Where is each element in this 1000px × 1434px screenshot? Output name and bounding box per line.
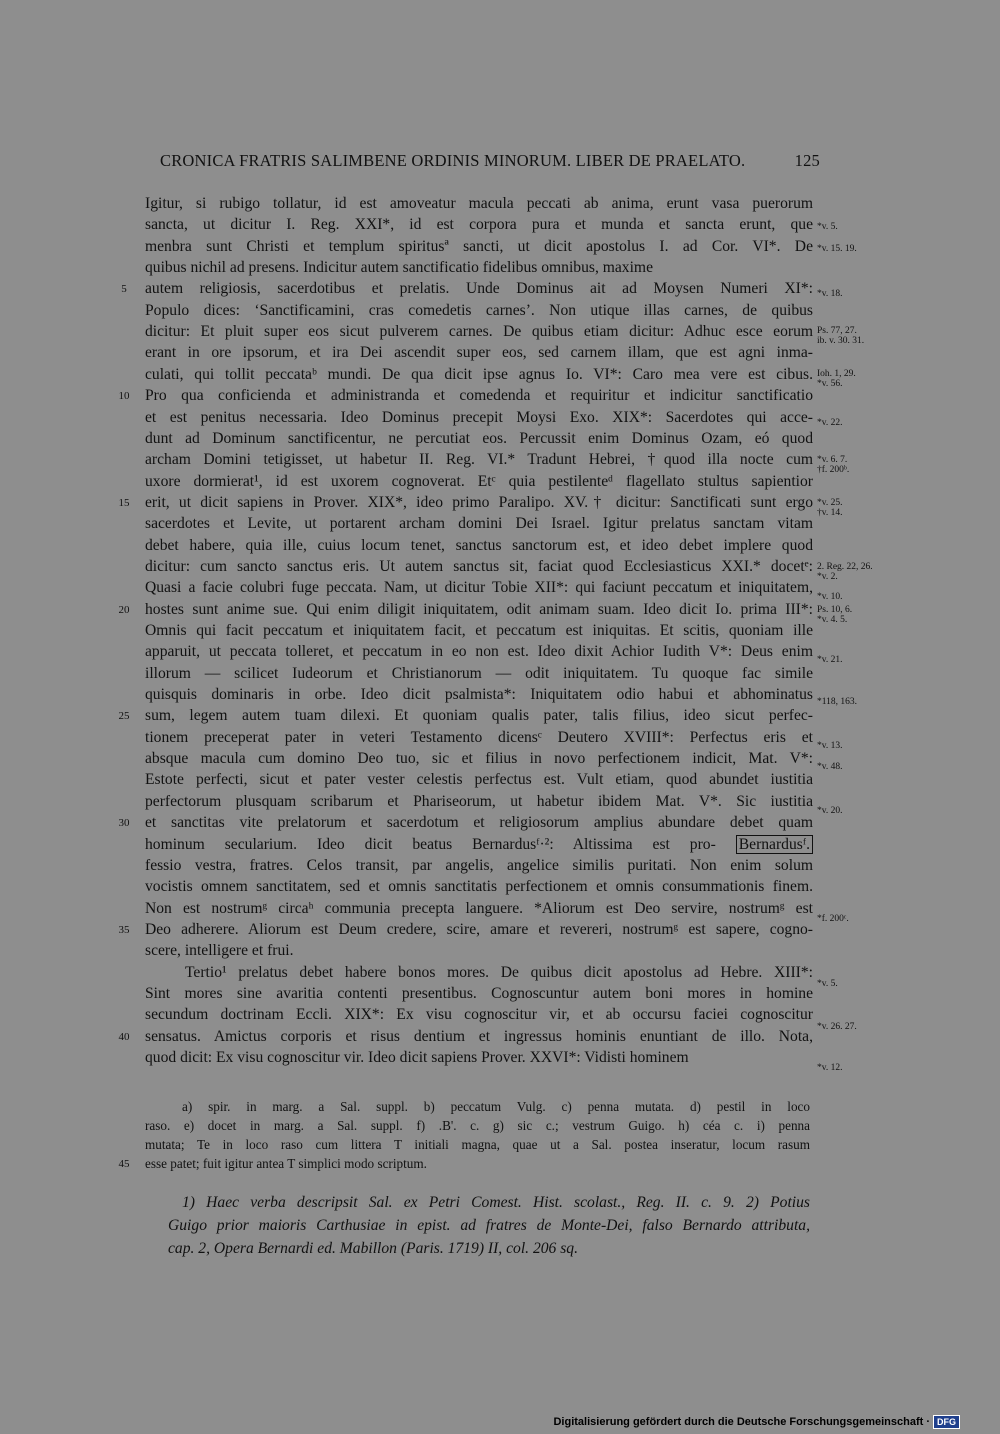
margin-reference: *v. 22. <box>817 418 843 428</box>
line-number: 25 <box>118 710 130 723</box>
text-line: tionem preceperat pater in veteri Testamento dicensᶜ Deutero XVIII*: Perfectus eris et <box>145 728 813 746</box>
margin-reference: Ioh. 1, 29. <box>817 369 856 379</box>
margin-reference: ib. v. 30. 31. <box>817 336 865 346</box>
text-line: et sanctitas vite prelatorum et sacerdotum et religiosorum amplius abundare debet quam <box>145 814 813 832</box>
margin-reference: *v. 12. <box>817 1063 843 1073</box>
apparatus-line: mutata; Te in loco raso cum littera T initiali magna, quae ut a Sal. postea inseratur, locum rasum <box>145 1137 810 1152</box>
line-number: 35 <box>118 923 130 936</box>
text-line: vocistis omnem sanctitatem, sed et omnis sanctitatis perfectionem et omnis consummationis finem. <box>145 878 813 896</box>
margin-reference: *v. 56. <box>817 379 843 389</box>
margin-reference: *v. 26. 27. <box>817 1022 857 1032</box>
text-line: dicitur: cum sancto sanctus eris. Ut autem sanctus sit, faciat quod Ecclesiasticus XXI.* docetᵉ: <box>145 557 813 575</box>
text-line: quisquis dominaris in orbe. Ideo dicit psalmista*: Iniquitatem odio habui et abhominatus <box>145 686 813 704</box>
apparatus-line: a) spir. in marg. a Sal. suppl. b) peccatum Vulg. c) penna mutata. d) pestil in loco <box>182 1099 810 1114</box>
text-line: quod dicit: Ex visu cognoscitur vir. Ideo dicit sapiens Prover. XXVI*: Vidisti hominem <box>145 1049 689 1066</box>
text-line: Omnis qui facit peccatum et iniquitatem facit, et peccatum est iniquitas. Et scitis, quoniam ille <box>145 622 813 639</box>
line-number: 20 <box>118 603 130 616</box>
text-line: Populo dices: ‘Sanctificamini, cras comedetis carnes’. Non utique illas carnes, de quibus <box>145 301 813 319</box>
text-line: Sint mores sine avaritia contenti presentibus. Cognoscuntur autem boni mores in homine <box>145 984 813 1002</box>
margin-reference: *v. 5. <box>817 979 838 989</box>
text-line: quibus nichil ad presens. Indicitur autem sanctificatio fidelibus omnibus, maxime <box>145 259 653 277</box>
line-number: 30 <box>118 817 130 830</box>
margin-reference: Ps. 10, 6. <box>817 605 853 615</box>
apparatus-line-number: 45 <box>118 1158 130 1170</box>
margin-reference: *v. 20. <box>817 806 843 816</box>
text-line <box>145 835 813 855</box>
text-line: Estote perfecti, sicut et pater vester celestis perfectus est. Vult etiam, quod abundet iustitia <box>145 771 813 789</box>
running-title: CRONICA FRATRIS SALIMBENE ORDINIS MINORUM. LIBER DE PRAELATO. <box>160 151 746 170</box>
margin-reference: *v. 25. <box>817 498 843 508</box>
margin-reference: †v. 14. <box>817 508 843 518</box>
margin-reference: Ps. 77, 27. <box>817 326 857 336</box>
text-line: fessio vestra, fratres. Celos transit, par angelis, angelice similis puritati. Non enim solum <box>145 856 813 874</box>
margin-reference: *v. 15. 19. <box>817 244 857 254</box>
text-line: sensatus. Amictus corporis et risus dentium et ingressus hominis enuntiant de illo. Nota, <box>145 1027 813 1045</box>
line-number: 10 <box>118 390 130 403</box>
text-line: Tertio¹ prelatus debet habere bonos mores. De quibus dicit apostolus ad Hebre. XIII*: <box>185 963 813 981</box>
line-number: 15 <box>118 496 130 509</box>
text-line: sacerdotes et Levite, ut portarent archam domini Dei Israel. Igitur prelatus sanctam vitam <box>145 515 813 533</box>
text-line: scere, intelligere et frui. <box>145 942 294 960</box>
dfg-logo: DFG <box>933 1415 960 1429</box>
text-line: sum, legem autem tuam dilexi. Et quoniam qualis pater, talis filius, ideo sicut perfec- <box>145 707 813 725</box>
line-number: 5 <box>121 283 127 296</box>
margin-reference: 2. Reg. 22, 26. <box>817 562 873 572</box>
margin-reference: *v. 48. <box>817 762 843 772</box>
text-line: culati, qui tollit peccataᵇ mundi. De qua dicit ipse agnus Io. VI*: Caro mea vere est cibus. <box>145 365 813 383</box>
text-line: secundum doctrinam Eccli. XIX*: Ex visu cognoscitur vir, et ab occursu faciei cognoscitur <box>145 1006 813 1024</box>
text-line: Pro qua conficienda et administranda et comedenda et requiritur et indicitur sanctificatio <box>145 387 813 405</box>
running-header <box>160 151 820 171</box>
text-line: erant in ore ipsorum, et ira Dei ascendit super eos, sed carnem illam, que est agni inma- <box>145 344 813 362</box>
line-number: 40 <box>118 1030 130 1043</box>
text-line: Igitur, si rubigo tollatur, id est amoveatur macula peccati ab anima, erunt vasa puerorum <box>145 195 813 212</box>
page-number: 125 <box>794 151 820 170</box>
apparatus-line: raso. e) docet in marg. a Sal. suppl. f) .B'. c. g) sic c.; vestrum Guigo. h) céa c. i) penna <box>145 1118 810 1133</box>
text-line: erit, ut dicit sapiens in Prover. XIX*, ideo primo Paralipo. XV.† dicitur: Sanctificati sunt ergo <box>145 493 813 511</box>
margin-reference: *v. 10. <box>817 592 843 602</box>
margin-reference: *v. 21. <box>817 655 843 665</box>
text-line: uxore dormierat¹, id est uxorem cognoverat. Etᶜ quia pestilenteᵈ flagellato stultus sapientior <box>145 472 813 490</box>
margin-reference: *v. 4. 5. <box>817 615 848 625</box>
margin-reference: *v. 13. <box>817 741 843 751</box>
text-line: archam Domini tetigisset, ut habetur II. Reg. VI.* Tradunt Hebrei, †quod illa nocte cum <box>145 451 813 469</box>
apparatus-line: esse patet; fuit igitur antea T simplici modo scriptum. <box>145 1156 427 1171</box>
text-line: Quasi a facie colubri fuge peccata. Nam, ut dicitur Tobie XII*: qui faciunt peccatum et iniquitatem, <box>145 579 813 597</box>
boxed-word: Bernardusᶠ. <box>736 835 813 854</box>
margin-reference: *118, 163. <box>817 697 858 707</box>
dfg-credit <box>553 1415 960 1429</box>
footnote-line: Guigo prior maioris Carthusiae in epist. ad fratres de Monte-Dei, falso Bernardo attributa, <box>168 1217 810 1234</box>
margin-reference: *v. 5. <box>817 222 838 232</box>
margin-reference: *v. 6. 7. <box>817 455 848 465</box>
footnote-line: 1) Haec verba descripsit Sal. ex Petri Comest. Hist. scolast., Reg. II. c. 9. 2) Potius <box>182 1194 810 1211</box>
text-line: debet habere, quia ille, cuius locum tenet, sanctus sanctorum est, et ideo debet implere quod <box>145 536 813 554</box>
margin-reference: *f. 200ᶜ. <box>817 914 849 924</box>
text-line: menbra sunt Christi et templum spiritusª sancti, ut dicit apostolus I. ad Cor. VI*. De <box>145 237 813 255</box>
text-line: et est penitus necessaria. Ideo Dominus precepit Moysi Exo. XIX*: Sacerdotes qui acce- <box>145 408 813 426</box>
text-line: absque macula cum domino Deo tuo, sic et filius in novo perfectionem indicit, Mat. V*: <box>145 750 813 768</box>
text-line: apparuit, ut peccata tolleret, et peccatum in eo non est. Ideo dixit Achior Iudith V*: Deus enim <box>145 643 813 661</box>
text-line: perfectorum plusquam scribarum et Phariseorum, ut habetur ibidem Mat. V*. Sic iustitia <box>145 792 813 810</box>
text-line: autem religiosis, sacerdotibus et prelatis. Unde Dominus ait ad Moysen Numeri XI*: <box>145 280 813 298</box>
credit-text: Digitalisierung gefördert durch die Deutsche Forschungsgemeinschaft · <box>553 1416 930 1428</box>
text-line: illorum — scilicet Iudeorum et Christianorum — odit iniquitatem. Tu quoque fac simile <box>145 664 813 682</box>
text-line: dunt ad Dominum sanctificentur, ne percutiat eos. Percussit enim Dominus Ozam, eó quod <box>145 429 813 447</box>
text-line-part: hominum secularium. Ideo dicit beatus Bernardusᶠ·²: Altissima est pro- <box>145 835 736 853</box>
margin-reference: *v. 18. <box>817 289 843 299</box>
text-line: Non est nostrumᵍ circaʰ communia precepta languere. *Aliorum est Deo servire, nostrumᵍ est <box>145 899 813 917</box>
text-line: Deo adherere. Aliorum est Deum credere, scire, amare et revereri, nostrumᵍ est sapere, cogno- <box>145 920 813 938</box>
text-line: sancta, ut dicitur I. Reg. XXI*, id est corpora pura et munda et sancta erunt, que <box>145 216 813 234</box>
text-line: hostes sunt anime sue. Qui enim diligit iniquitatem, odit animam suam. Ideo dicit Io. prima III*: <box>145 600 813 618</box>
footnote-line: cap. 2, Opera Bernardi ed. Mabillon (Paris. 1719) II, col. 206 sq. <box>168 1240 579 1257</box>
text-line: dicitur: Et pluit super eos sicut pulverem carnes. De quibus etiam dicitur: Adhuc esce eorum <box>145 323 813 341</box>
margin-reference: *v. 2. <box>817 572 838 582</box>
margin-reference: †f. 200ᵇ. <box>817 465 850 475</box>
